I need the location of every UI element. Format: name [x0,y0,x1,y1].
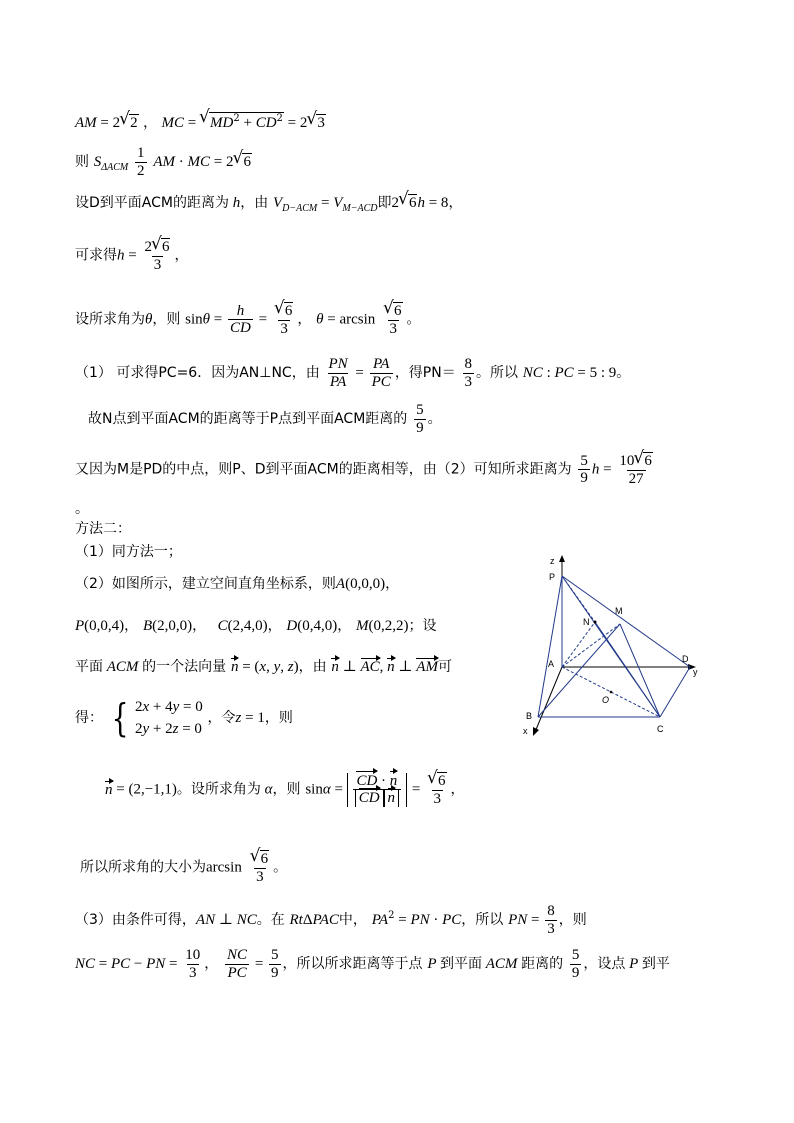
line-14: 平面 ACM 的一个法向量 n = (x, y, z)，由 n ⊥ AC, n ⊥ AM可 [75,659,452,675]
line-8: 又因为M是PD的中点，则P、D到平面ACM的距离相等，由（2）可知所求距离为 $\frac{5}{9}$ h = $\frac{10√ 6}{27}$ [75,452,657,487]
line-16: n = (2,−1,1)。设所求角为 α，则 sinα = $\frac{CD \cdot n}{\text{CD n}}$ = √ $\frac{6}{3}$ ， [105,772,465,807]
text-ze: 则 [75,154,89,170]
line-6: （1） 可求得PC=6．因为AN⊥NC，由 $\frac{PN}{PA}$ = $\frac{PA}{PC}$ ，得PN＝ $\frac{8}{3}$ 。所以 NC : PC = 5 : 9。 [75,356,631,390]
line-2: 则 $S_{\Delta ACM}$ $\frac{1}{2}$ AM · MC = 2√ 6 [75,145,252,179]
label-o: O [602,695,610,705]
line-5: 设所求角为θ，则 sinθ = $\frac{h}{CD}$ = √ $\frac{6}{3}$ ， θ = arcsin √ $\frac{6}{3}$ 。 [75,302,421,337]
line-18: （3）由条件可得，AN ⊥ NC。在 RtΔPAC中， $PA^2$ = PN · PC，所以 PN = $\frac{8}{3}$ ，则 [75,903,587,937]
line-19: NC = PC − PN = $\frac{10}{3}$ ， $\frac{NC}{PC}$ = $\frac{5}{9}$ ，所以所求距离等于点 P 到平面 ACM 距离的 $\frac{5}{9}$ ，设点 P 到平 [75,947,670,981]
label-p: P [549,572,556,582]
line-11: （1）同方法一； [75,544,182,560]
label-b: B [526,711,533,721]
line-7: 故N点到平面ACM的距离等于P点到平面ACM距离的 $\frac{5}{9}$ 。 [88,402,442,436]
label-n: N [583,617,590,627]
line-12: （2）如图所示，建立空间直角坐标系，则A(0,0,0)， [75,576,400,592]
method-two-heading: 方法二： [75,521,131,537]
line-4: 可求得h = $\frac{2√ 6}{3}$ ， [75,238,188,273]
pyramid-figure [515,552,715,742]
line-9: 。 [75,501,89,517]
line-15: 得： { 2x + 4y = 0 2y + 2z = 0 ，令z = 1，则 [75,696,293,740]
label-z: z [550,556,555,566]
line-3: 设D到平面ACM的距离为 h，由 $V_{D-ACM} = V_{M-ACD}$即2√ 6h = 8， [75,194,462,214]
line-1: AM = 2√ 2 ， MC = √ $MD^2 + CD^2 = 2√$ 3 [75,112,326,132]
label-a: A [548,659,555,669]
label-x: x [523,726,528,736]
line-17: 所以所求角的大小为arcsin √ $\frac{6}{3}$ 。 [80,850,287,885]
label-y: y [693,667,698,677]
line-13: P(0,0,4)， B(2,0,0)， C(2,4,0)， D(0,4,0)， M(0,2,2)；设 [75,618,437,634]
label-m: M [615,606,623,616]
label-d: D [682,654,689,664]
label-c: C [657,724,664,734]
